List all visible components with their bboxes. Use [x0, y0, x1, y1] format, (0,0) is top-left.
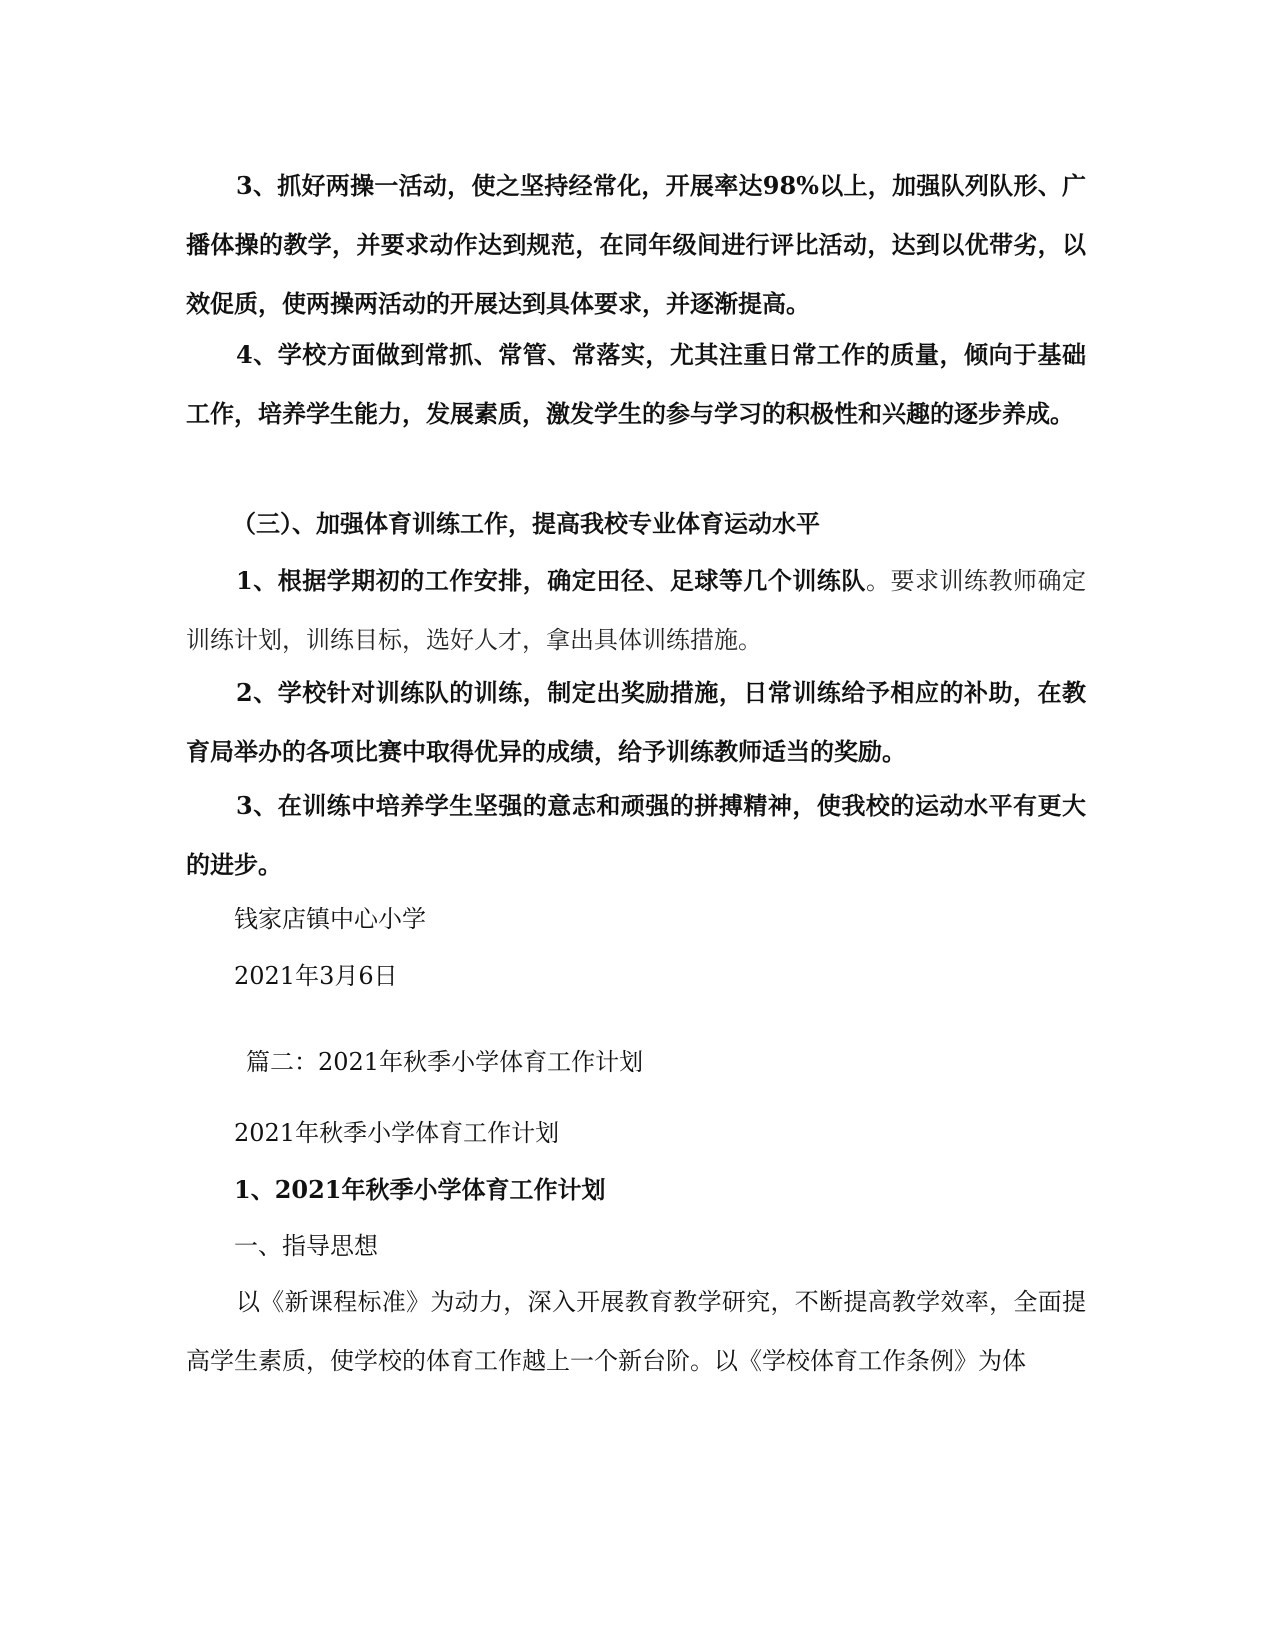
paragraph-rewards: 2、学校针对训练队的训练，制定出奖励措施，日常训练给予相应的补助，在教育局举办的各项比赛中取得优异的成绩，给予训练教师适当的奖励。	[186, 678, 1086, 766]
guiding-ideology-heading: 一、指导思想	[234, 1232, 378, 1260]
part-two-subtitle: 1、2021年秋季小学体育工作计划	[234, 1175, 606, 1204]
paragraph-spirit: 3、在训练中培养学生坚强的意志和顽强的拼搏精神，使我校的运动水平有更大的进步。	[186, 791, 1086, 879]
signature-date: 2021年3月6日	[234, 962, 398, 990]
paragraph-school-management: 4、学校方面做到常抓、常管、常落实，尤其注重日常工作的质量，倾向于基础工作，培养学生能力，发展素质，激发学生的参与学习的积极性和兴趣的逐步养成。	[186, 340, 1086, 428]
paragraph-training-teams	[186, 551, 1086, 670]
training-teams-plain-text: 。要求训练教师确定训练计划，训练目标，选好人才，拿出具体训练措施。	[186, 567, 1087, 654]
section-heading-training: （三）、加强体育训练工作，提高我校专业体育运动水平	[232, 509, 820, 538]
part-two-heading: 篇二：2021年秋季小学体育工作计划	[246, 1048, 644, 1076]
guiding-ideology-body: 以《新课程标准》为动力，深入开展教育教学研究，不断提高教学效率，全面提高学生素质，使学校的体育工作越上一个新台阶。以《学校体育工作条例》为体	[186, 1288, 1086, 1375]
part-two-title: 2021年秋季小学体育工作计划	[234, 1119, 560, 1147]
signature-school: 钱家店镇中心小学	[234, 905, 426, 933]
training-teams-bold-text: 1、根据学期初的工作安排，确定田径、足球等几个训练队	[236, 566, 866, 595]
paragraph-two-exercises: 3、抓好两操一活动，使之坚持经常化，开展率达98%以上，加强队列队形、广播体操的教学，并要求动作达到规范，在同年级间进行评比活动，达到以优带劣，以效促质，使两操两活动的开展达到具体要求，并逐渐提高。	[186, 171, 1086, 318]
